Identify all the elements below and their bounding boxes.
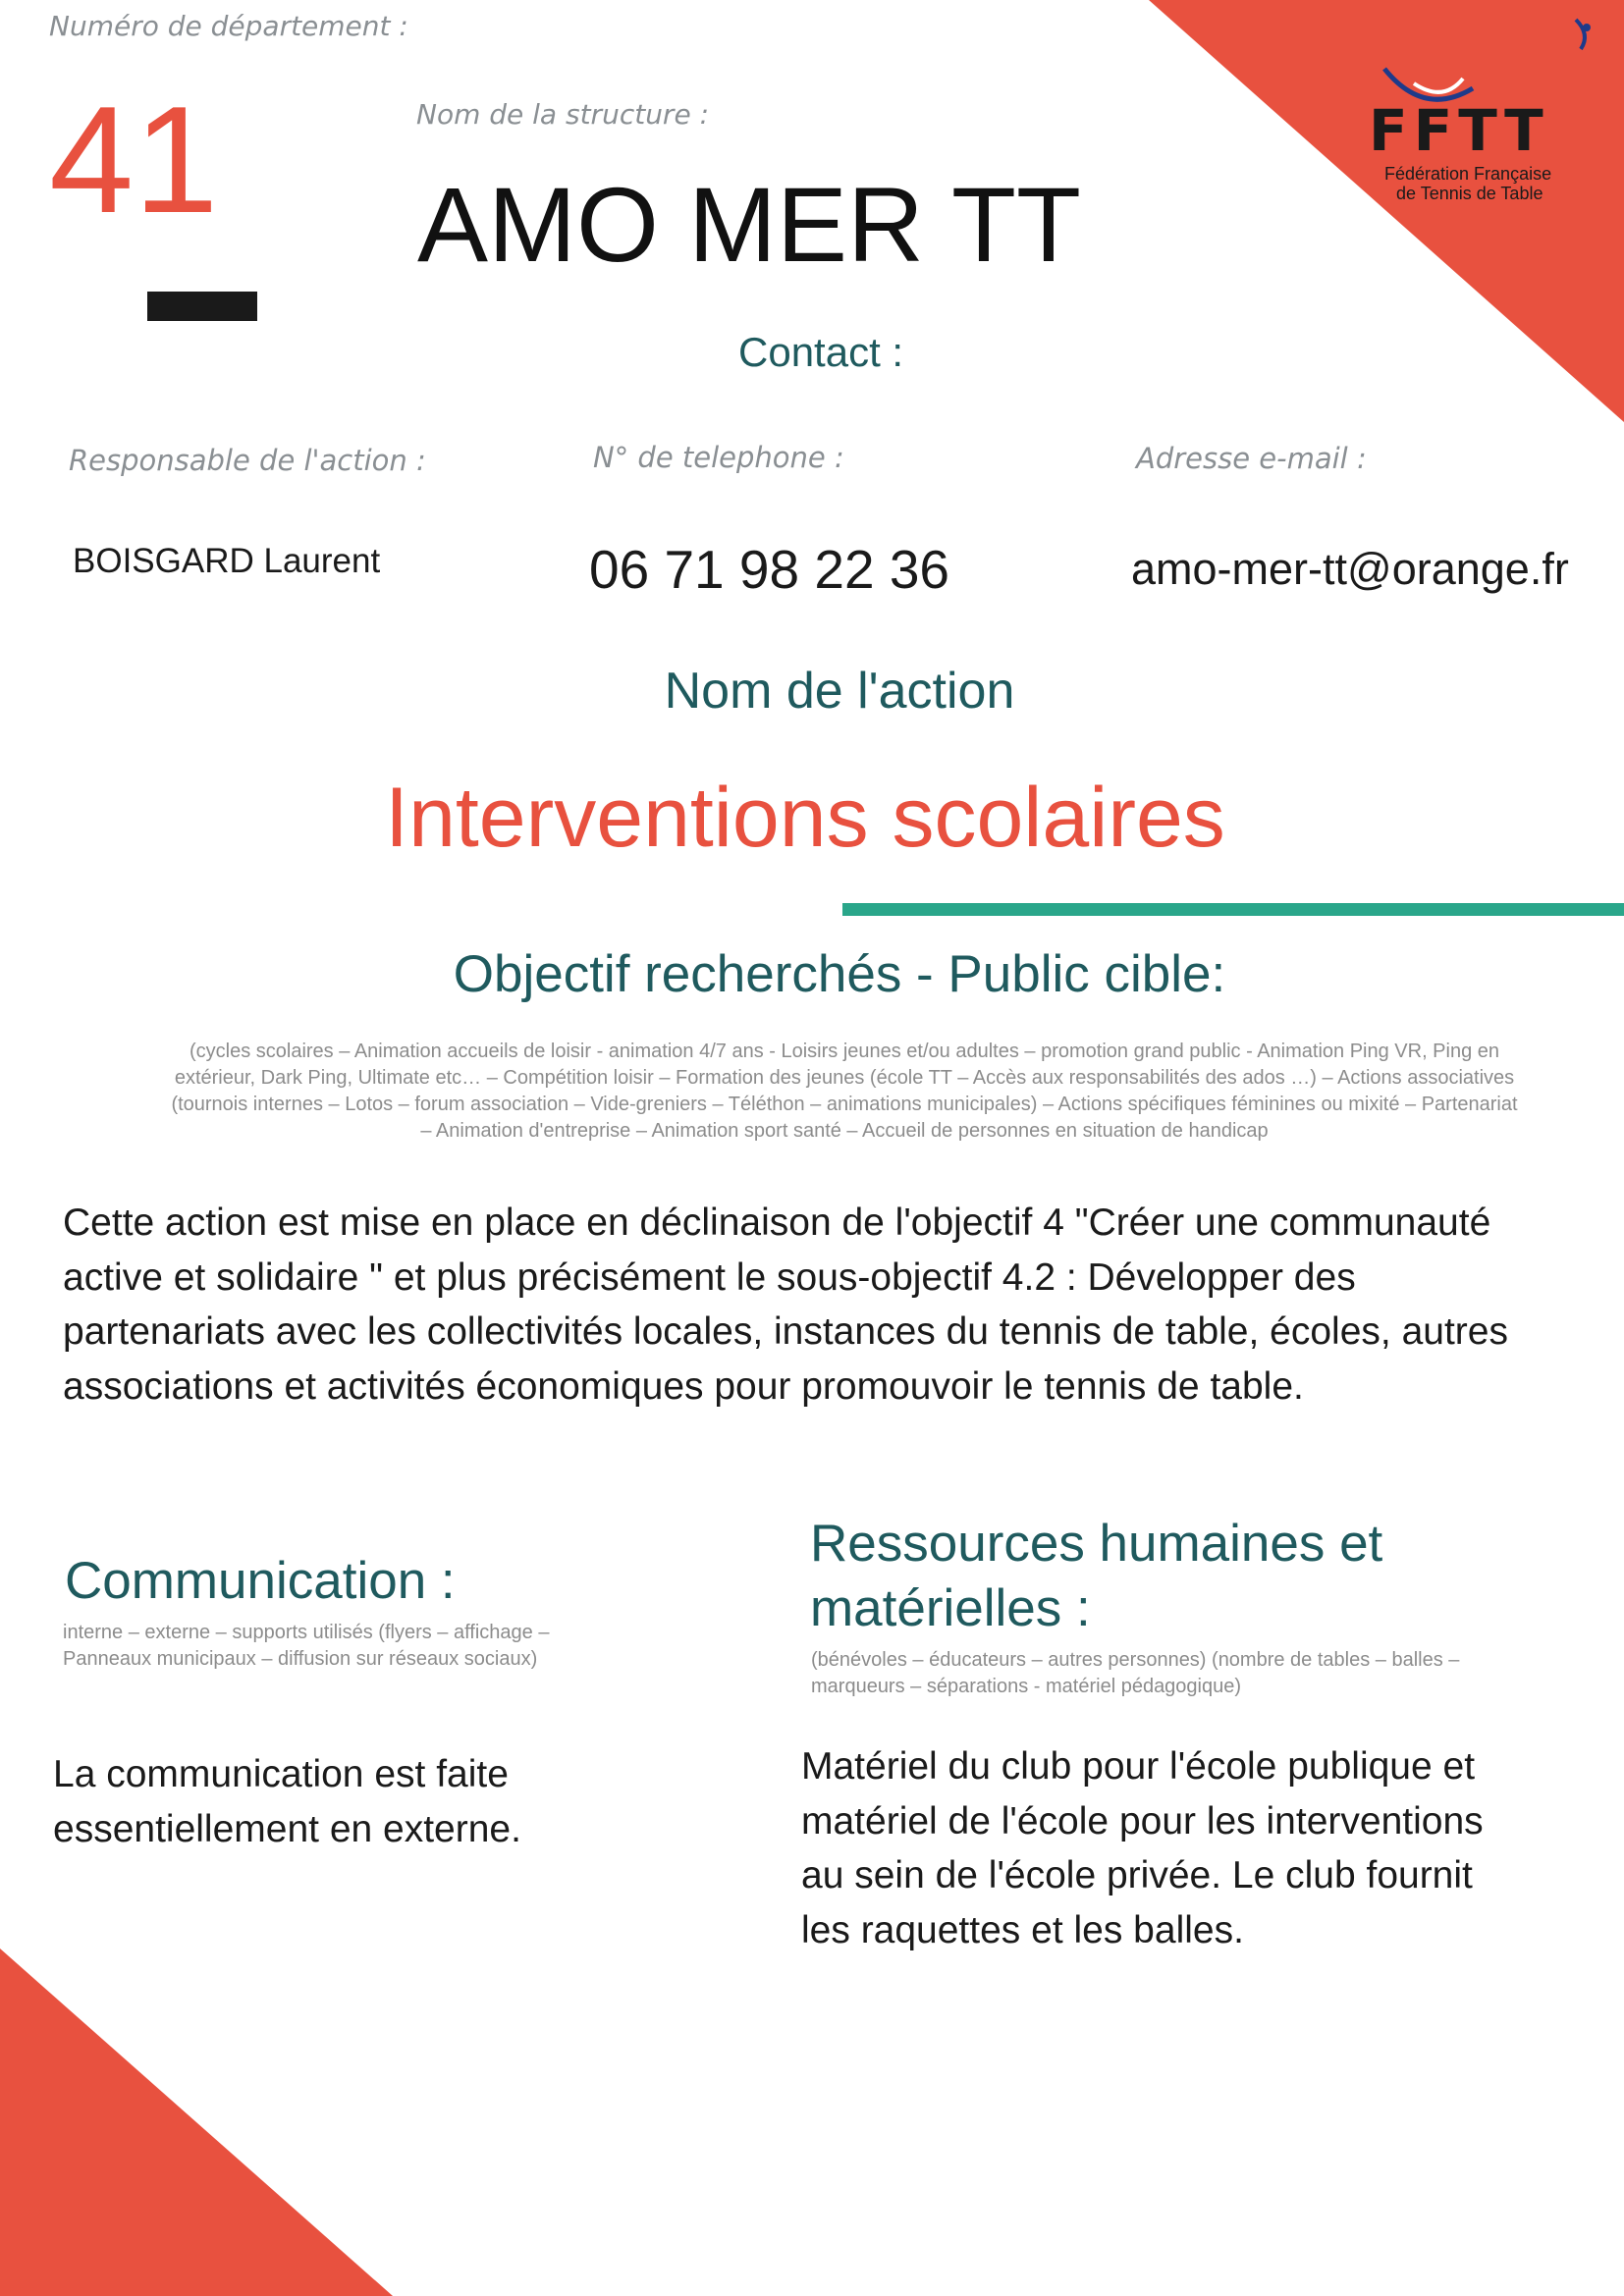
action-label: Nom de l'action <box>664 663 1015 720</box>
objectif-title: Objectif recherchés - Public cible: <box>453 945 1226 1003</box>
phone-label: N° de telephone : <box>593 441 844 474</box>
action-name: Interventions scolaires <box>385 771 1225 865</box>
bottom-left-corner-triangle <box>0 1949 393 2296</box>
communication-hint: interne – externe – supports utilisés (flyers – affichage – Panneaux municipaux – diffusion sur réseaux sociaux) <box>63 1622 550 1670</box>
fftt-logo <box>1355 10 1610 206</box>
structure-label: Nom de la structure : <box>416 98 710 131</box>
ressources-title: Ressources humaines et matérielles : <box>810 1515 1383 1637</box>
teal-divider <box>842 903 1624 916</box>
department-label: Numéro de département : <box>49 10 408 42</box>
objectif-hint: (cycles scolaires – Animation accueils de loisir - animation 4/7 ans - Loisirs jeunes et/ou adultes – promotion grand public - Animation Ping VR, Ping en extérieur, Dark Ping, Ultimate etc… – Compétition loisir – Formation des jeunes (école TT – Accès aux responsabilités des ados …) – Actions associatives (tournois internes – Lotos – forum association – Vide-greniers – Téléthon – animations municipales) – Actions spécifiques féminines ou mixité – Partenariat – Animation d'entreprise – Animation sport santé – Accueil de personnes en situation de handicap <box>171 1041 1518 1142</box>
department-number: 41 <box>49 75 219 244</box>
email-label: Adresse e-mail : <box>1136 442 1367 475</box>
communication-text: La communication est faite essentiellement en externe. <box>53 1753 521 1850</box>
ressources-text: Matériel du club pour l'école publique et matériel de l'école pour les interventions au sein de l'école privée. Le club fournit les raquettes et les balles. <box>801 1745 1484 1951</box>
responsable-label: Responsable de l'action : <box>69 444 426 477</box>
logo-line-1: Fédération Française <box>1384 164 1552 184</box>
phone-value: 06 71 98 22 36 <box>589 539 950 600</box>
logo-letters: FFTT <box>1369 97 1549 164</box>
objectif-text: Cette action est mise en place en déclinaison de l'objectif 4 "Créer une communauté active et solidaire " et plus précisément le sous-objectif 4.2 : Développer des partenariats avec les collectivités locales, instances du tennis de table, écoles, autres associations et activités économiques pour promouvoir le tennis de table. <box>63 1201 1508 1408</box>
department-underline <box>147 292 257 321</box>
responsable-value: BOISGARD Laurent <box>73 542 381 580</box>
email-value: amo-mer-tt@orange.fr <box>1131 544 1569 594</box>
structure-name: AMO MER TT <box>417 165 1082 284</box>
ressources-hint: (bénévoles – éducateurs – autres personnes) (nombre de tables – balles – marqueurs – séparations - matériel pédagogique) <box>811 1649 1460 1697</box>
communication-title: Communication : <box>65 1552 456 1610</box>
contact-heading: Contact : <box>738 329 904 375</box>
logo-line-2: de Tennis de Table <box>1396 184 1543 203</box>
